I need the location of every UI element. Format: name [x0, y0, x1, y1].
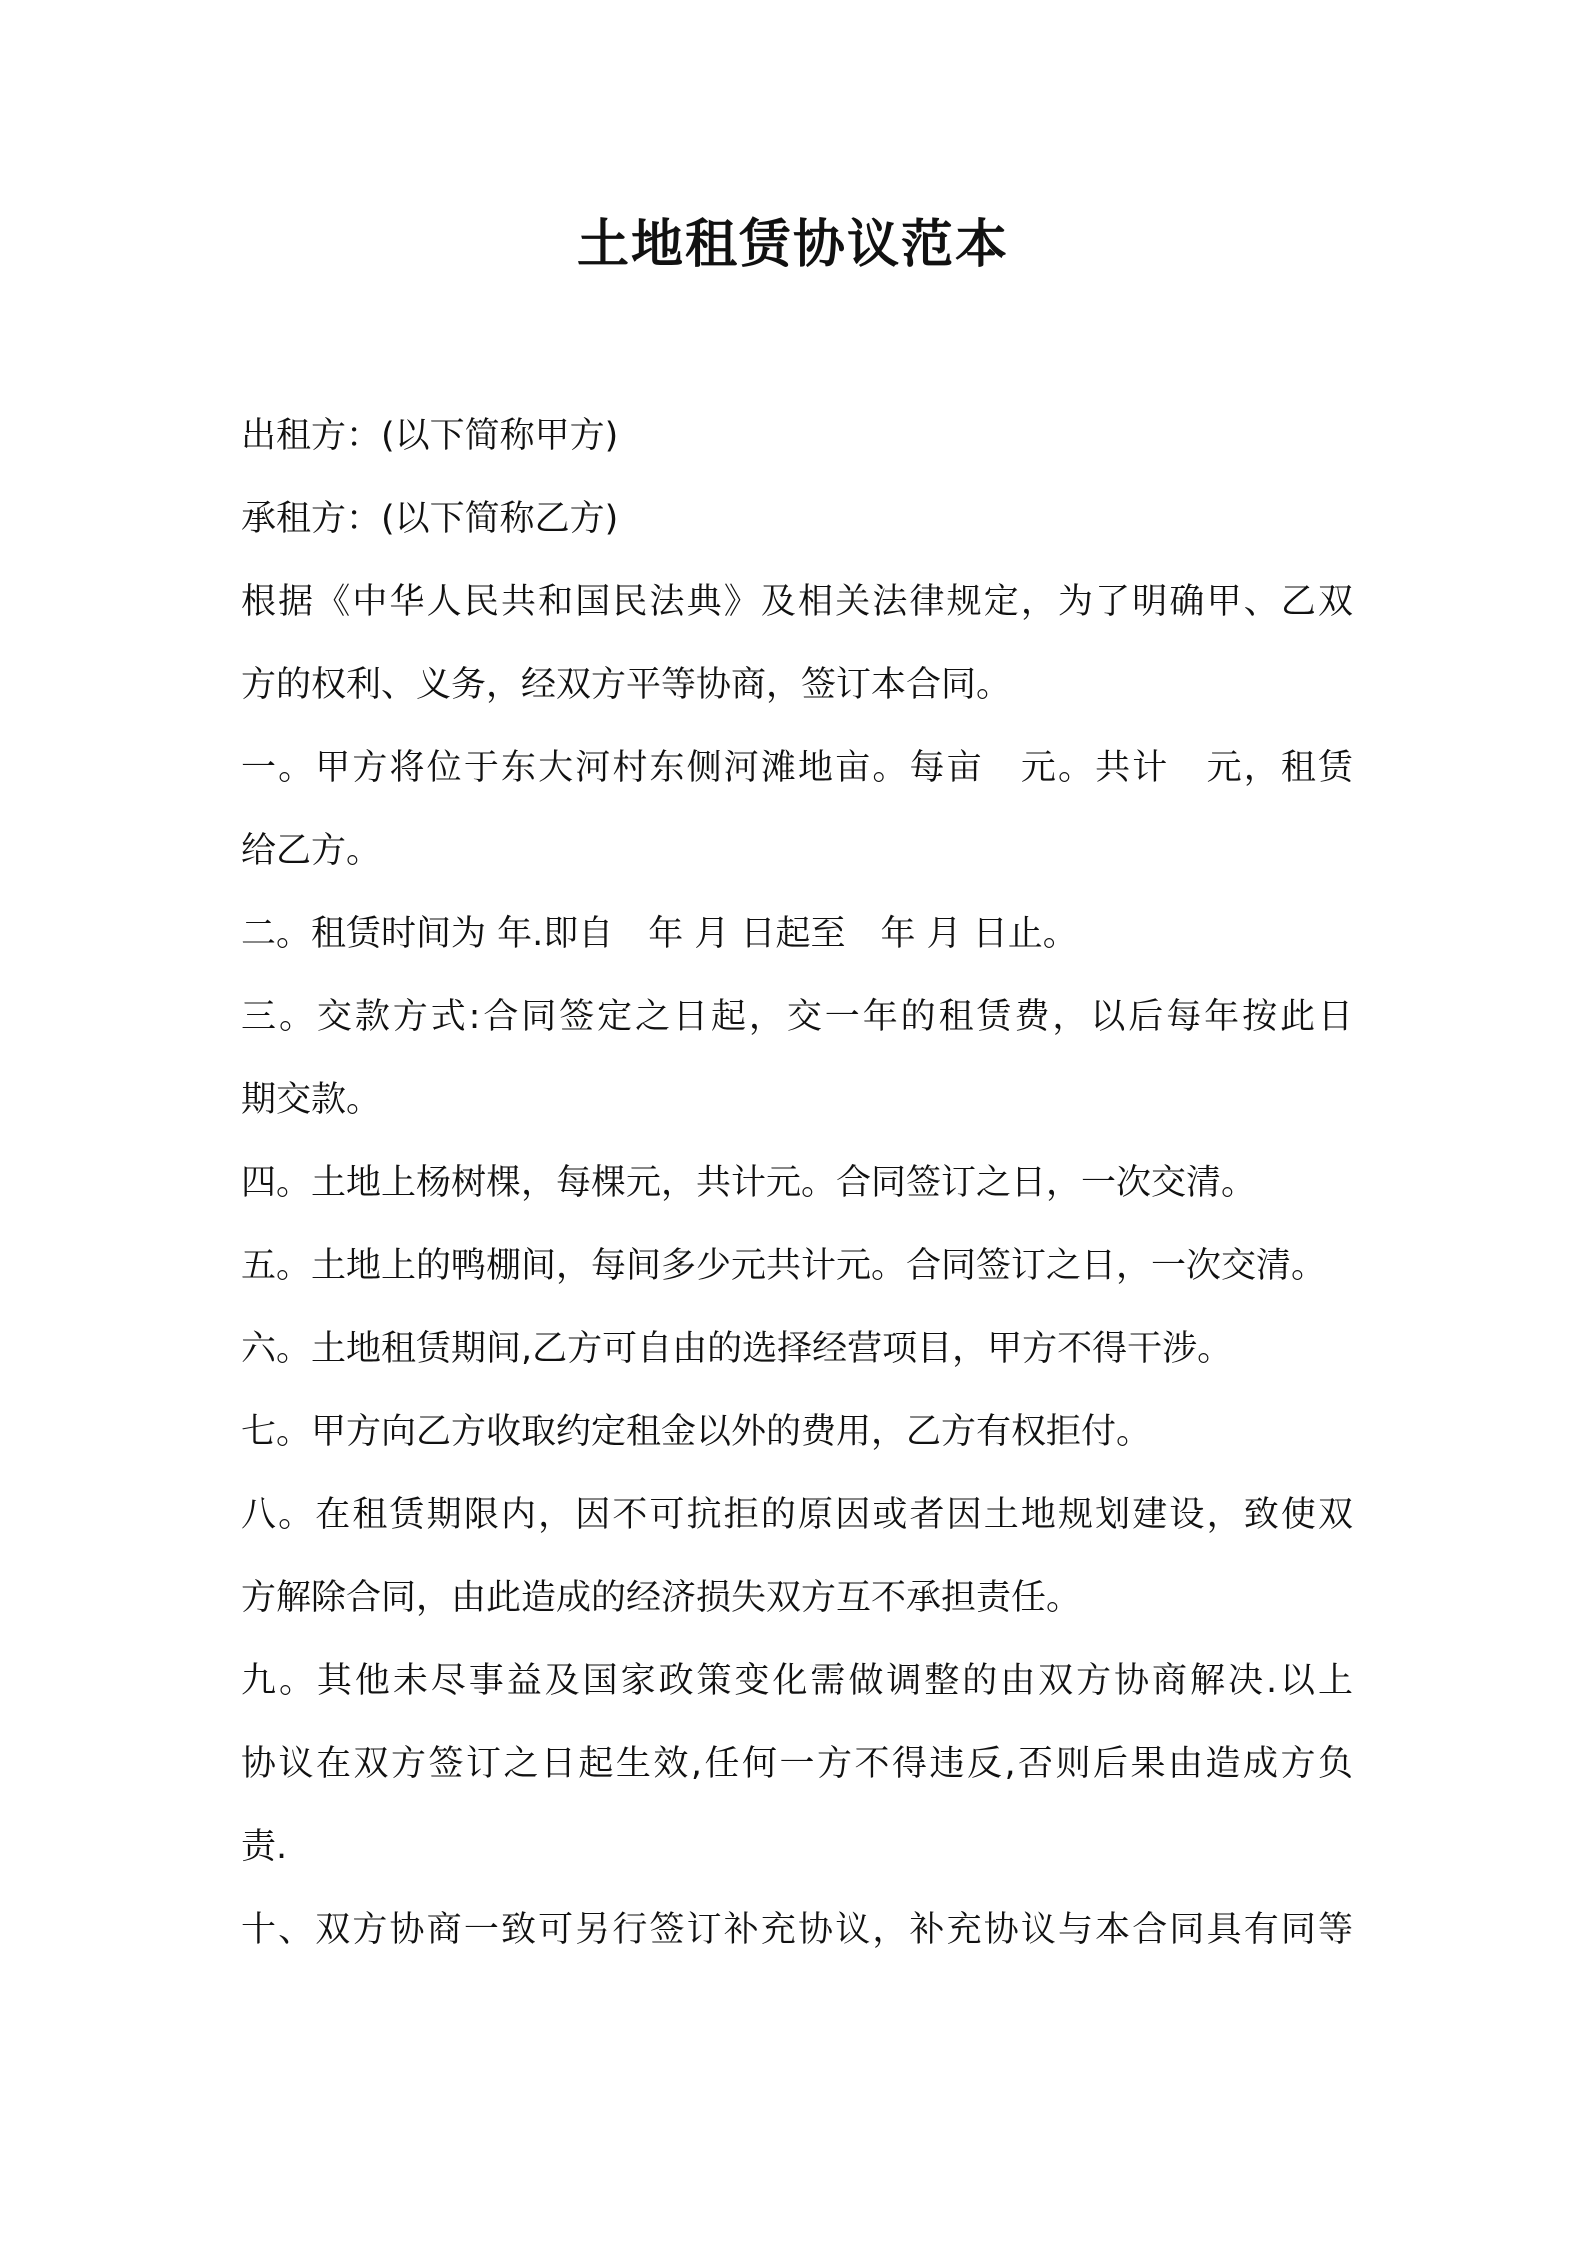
clause-9-line-2: 协议在双方签订之日起生效,任何一方不得违反,否则后果由造成方负: [241, 1744, 1353, 1784]
preamble-line-2: 方的权利、义务，经双方平等协商，签订本合同。: [241, 665, 1012, 705]
clause-1-line-2: 给乙方。: [241, 831, 382, 871]
clause-1-line-1: 一。甲方将位于东大河村东侧河滩地亩。每亩 元。共计 元，租赁: [241, 748, 1353, 788]
clause-2: 二。租赁时间为 年.即自 年 月 日起至 年 月 日止。: [241, 914, 1078, 954]
clause-10-line-1: 十、双方协商一致可另行签订补充协议，补充协议与本合同具有同等: [241, 1910, 1353, 1950]
clause-6: 六。土地租赁期间,乙方可自由的选择经营项目，甲方不得干涉。: [241, 1329, 1233, 1369]
document-body: [241, 395, 1361, 1972]
lessor-line: 出租方：(以下简称甲方): [241, 416, 619, 456]
clause-8-line-1: 八。在租赁期限内，因不可抗拒的原因或者因土地规划建设，致使双: [241, 1495, 1353, 1535]
clause-5: 五。土地上的鸭棚间，每间多少元共计元。合同签订之日，一次交清。: [241, 1246, 1327, 1286]
document-title: 土地租赁协议范本: [576, 215, 1009, 275]
clause-4: 四。土地上杨树棵，每棵元，共计元。合同签订之日，一次交清。: [241, 1163, 1257, 1203]
preamble-line-1: 根据《中华人民共和国民法典》及相关法律规定，为了明确甲、乙双: [241, 582, 1353, 622]
clause-9-line-3: 责.: [241, 1827, 288, 1867]
clause-7: 七。甲方向乙方收取约定租金以外的费用，乙方有权拒付。: [241, 1412, 1152, 1452]
clause-3-line-1: 三。交款方式:合同签定之日起，交一年的租赁费，以后每年按此日: [241, 997, 1353, 1037]
clause-3-line-2: 期交款。: [241, 1080, 382, 1120]
clause-8-line-2: 方解除合同，由此造成的经济损失双方互不承担责任。: [241, 1578, 1082, 1618]
lessee-line: 承租方：(以下简称乙方): [241, 499, 619, 539]
clause-9-line-1: 九。其他未尽事益及国家政策变化需做调整的由双方协商解决.以上: [241, 1661, 1353, 1701]
